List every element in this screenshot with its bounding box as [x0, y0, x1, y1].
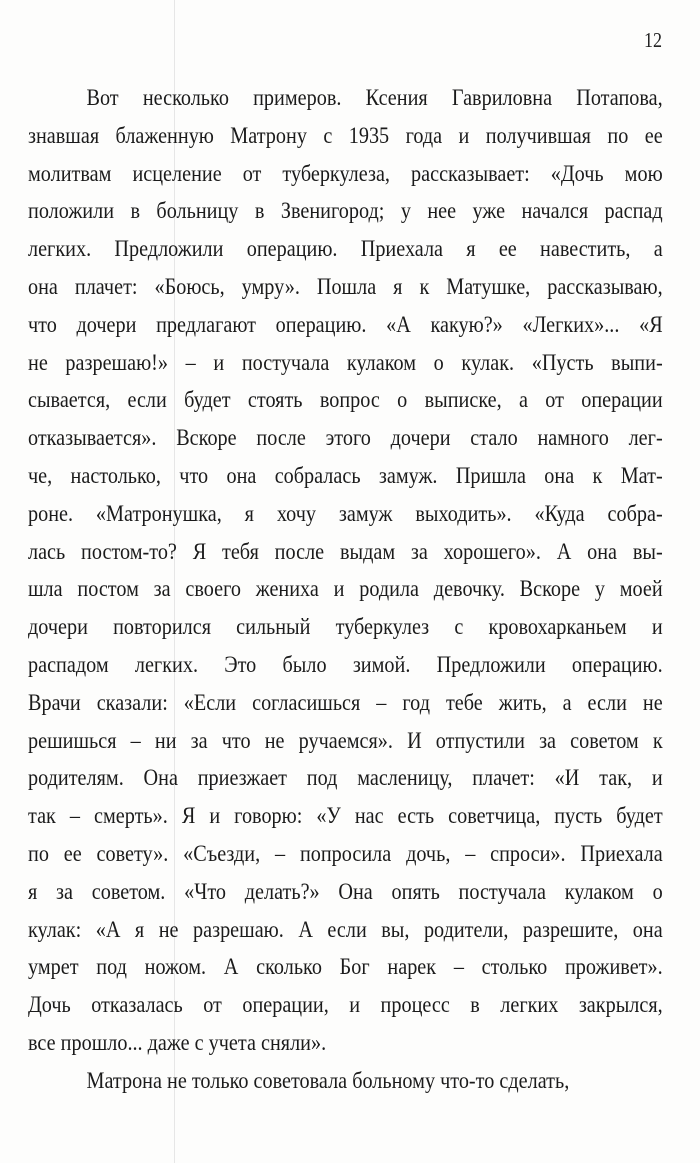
text-line: шла постом за своего жениха и родила девочку. Вскоре у моей [28, 576, 663, 603]
text-line: она плачет: «Боюсь, умру». Пошла я к Матушке, рассказываю, [28, 273, 663, 300]
text-line: Дочь отказалась от операции, и процесс в легких закрылся, [28, 992, 663, 1019]
paragraph [28, 1063, 663, 1101]
text-line: лась постом-то? Я тебя после выдам за хорошего». А она вы- [28, 538, 663, 565]
text-line: не разрешаю!» – и постучала кулаком о кулак. «Пусть выпи- [28, 349, 663, 376]
text-line: че, настолько, что она собралась замуж. Пришла она к Мат- [28, 462, 663, 489]
paragraph [28, 80, 663, 1063]
text-line: я за советом. «Что делать?» Она опять постучала кулаком о [28, 878, 663, 905]
text-line: Матрона не только советовала больному что-то сделать, [86, 1067, 570, 1094]
text-line: умрет под ножом. А сколько Бог нарек – столько проживет». [28, 954, 663, 981]
text-line: родителям. Она приезжает под масленицу, плачет: «И так, и [28, 765, 663, 792]
text-line: Врачи сказали: «Если согласишься – год тебе жить, а если не [28, 689, 663, 716]
text-line: отказывается». Вскоре после этого дочери стало намного лег- [28, 425, 663, 452]
text-line: решишься – ни за что не ручаемся». И отпустили за советом к [28, 727, 663, 754]
text-line: знавшая блаженную Матрону с 1935 года и получившая по ее [28, 122, 663, 149]
text-line: распадом легких. Это было зимой. Предложили операцию. [28, 651, 663, 678]
text-line: легких. Предложили операцию. Приехала я ее навестить, а [28, 236, 663, 263]
text-line: роне. «Матронушка, я хочу замуж выходить». «Куда собра- [28, 500, 663, 527]
text-line: Вот несколько примеров. Ксения Гавриловна Потапова, [86, 85, 663, 111]
text-line: по ее совету». «Съезди, – попросила дочь, – спроси». Приехала [28, 840, 663, 867]
text-line: что дочери предлагают операцию. «А какую?» «Легких»... «Я [28, 311, 663, 338]
text-line: все прошло... даже с учета сняли». [28, 1029, 327, 1056]
text-line: дочери повторился сильный туберкулез с кровохарканьем и [28, 614, 663, 641]
text-line: сывается, если будет стоять вопрос о выписке, а от операции [28, 387, 663, 414]
text-line: молитвам исцеление от туберкулеза, рассказывает: «Дочь мою [28, 160, 663, 187]
text-line: так – смерть». Я и говорю: «У нас есть советчица, пусть будет [28, 803, 663, 830]
page-number: 12 [644, 28, 663, 52]
text-line: положили в больницу в Звенигород; у нее уже начался распад [28, 198, 663, 225]
text-line: кулак: «А я не разрешаю. А если вы, родители, разрешите, она [28, 916, 663, 943]
document-body [28, 80, 663, 1101]
